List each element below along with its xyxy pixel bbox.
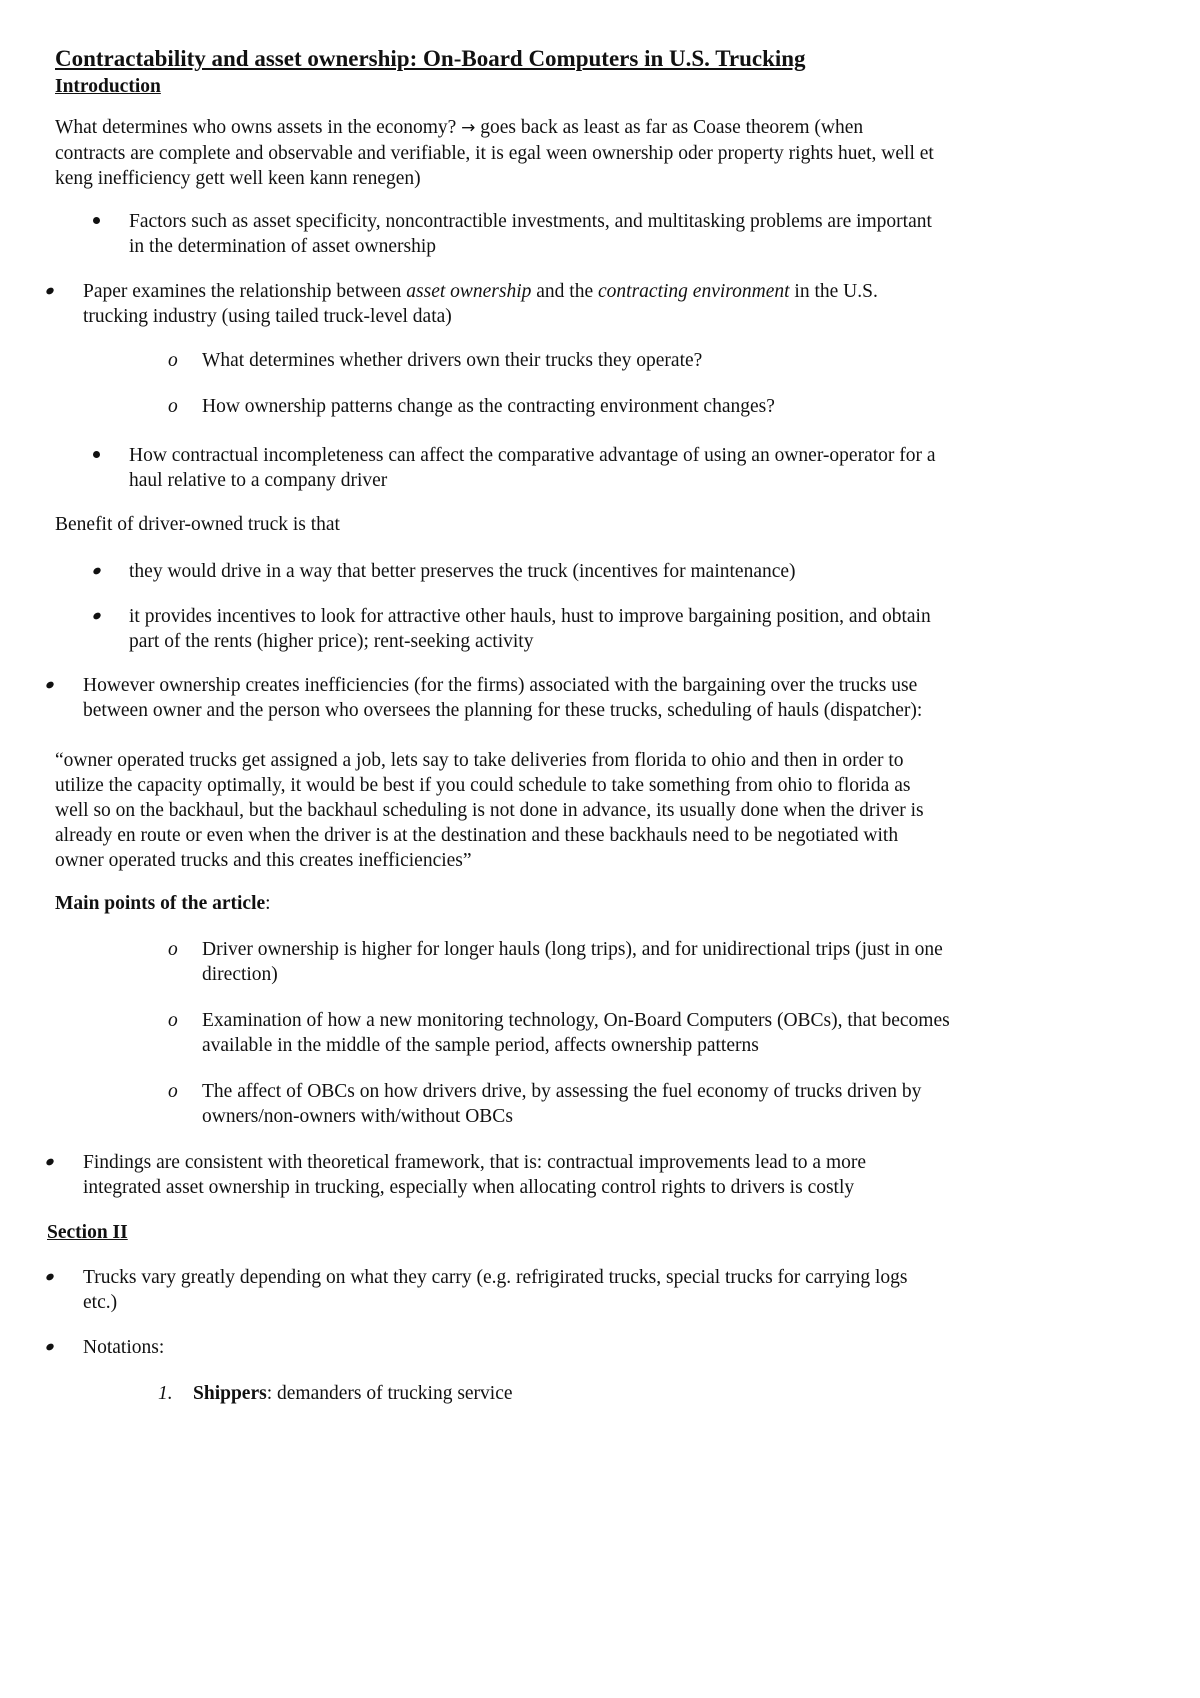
list-item-text: Factors such as asset specificity, noncontractible investments, and multitasking problems are important (129, 211, 932, 232)
section-heading-introduction: Introduction (55, 76, 161, 97)
definition-text: : demanders of trucking service (266, 1383, 513, 1404)
list-item-text: in the U.S. (789, 281, 878, 302)
bullet-icon (92, 566, 102, 576)
list-item-text: etc.) (83, 1292, 118, 1313)
sub-bullet-icon: o (168, 1010, 178, 1031)
list-item-text: How ownership patterns change as the contracting environment changes? (202, 396, 775, 417)
document-title: Contractability and asset ownership: On-Board Computers in U.S. Trucking (55, 46, 806, 71)
main-points-heading (55, 891, 1075, 916)
bullet-icon (93, 451, 100, 458)
list-item-text: Findings are consistent with theoretical framework, that is: contractual improvements lead to a more (83, 1152, 867, 1173)
bullet-icon (45, 1157, 55, 1167)
emphasis-text: contracting environment (598, 281, 790, 302)
list-item-text: between owner and the person who oversees the planning for these trucks, scheduling of hauls (dispatcher): (83, 700, 923, 721)
list-item-text: Driver ownership is higher for longer hauls (long trips), and for unidirectional trips (just in one (202, 939, 943, 960)
quote-line: owner operated trucks and this creates inefficiencies” (55, 850, 472, 871)
bullet-icon (45, 680, 55, 690)
item-number: 1. (158, 1383, 173, 1404)
list-item-text: Notations: (83, 1337, 165, 1358)
list-item-text: in the determination of asset ownership (129, 236, 437, 257)
quote-line: “owner operated trucks get assigned a job, lets say to take deliveries from florida to ohio and then in order to (55, 750, 904, 771)
list-item-text: they would drive in a way that better preserves the truck (incentives for maintenance) (129, 561, 796, 582)
bullet-icon (45, 286, 55, 296)
bullet-icon (93, 217, 100, 224)
arrow-icon: → (461, 118, 476, 138)
section-heading-section-ii: Section II (47, 1222, 128, 1243)
list-item-text: Paper examines the relationship between (83, 281, 407, 302)
list-item-text: owners/non-owners with/without OBCs (202, 1106, 513, 1127)
list-item-text: What determines whether drivers own their trucks they operate? (202, 350, 703, 371)
intro-text: What determines who owns assets in the economy? (55, 117, 462, 138)
intro-line: keng inefficiency gett well keen kann renegen) (55, 168, 421, 189)
main-points-heading-text: Main points of the article (55, 893, 266, 914)
quote-line: well so on the backhaul, but the backhaul scheduling is not done in advance, its usually done when the driver is (55, 800, 924, 821)
sub-bullet-icon: o (168, 1081, 178, 1102)
list-item-text: it provides incentives to look for attractive other hauls, hust to improve bargaining position, and obtain (129, 606, 931, 627)
quote-line: already en route or even when the driver is at the destination and these backhauls need to be negotiated with (55, 825, 899, 846)
list-item-text: Examination of how a new monitoring technology, On-Board Computers (OBCs), that becomes (202, 1010, 950, 1031)
list-item-text: available in the middle of the sample period, affects ownership patterns (202, 1035, 759, 1056)
list-item-text: direction) (202, 964, 278, 985)
list-item-text: trucking industry (using tailed truck-level data) (83, 306, 452, 327)
intro-paragraph (55, 115, 1075, 191)
sub-bullet-icon: o (168, 396, 178, 417)
quote-block (55, 748, 1075, 873)
sub-bullet-icon: o (168, 939, 178, 960)
bullet-icon (45, 1272, 55, 1282)
intro-text-cont: goes back as least as far as Coase theorem (when (475, 117, 864, 138)
quote-line: utilize the capacity optimally, it would be best if you could schedule to take something from ohio to florida as (55, 775, 911, 796)
sub-bullet-icon: o (168, 350, 178, 371)
colon: : (265, 893, 271, 914)
list-item-text: part of the rents (higher price); rent-seeking activity (129, 631, 534, 652)
term-text: Shippers (193, 1383, 267, 1404)
list-item-text: haul relative to a company driver (129, 470, 388, 491)
list-item-text: However ownership creates inefficiencies (for the firms) associated with the bargaining over the trucks use (83, 675, 918, 696)
bullet-icon (92, 611, 102, 621)
list-item-text: Trucks vary greatly depending on what they carry (e.g. refrigirated trucks, special trucks for carrying logs (83, 1267, 908, 1288)
list-item-text: and the (531, 281, 599, 302)
intro-line: contracts are complete and observable and verifiable, it is egal ween ownership oder property rights huet, well et (55, 143, 934, 164)
benefit-heading: Benefit of driver-owned truck is that (55, 514, 340, 535)
bullet-icon (45, 1342, 55, 1352)
list-item-text: How contractual incompleteness can affect the comparative advantage of using an owner-operator for a (129, 445, 936, 466)
emphasis-text: asset ownership (406, 281, 532, 302)
list-item-text: The affect of OBCs on how drivers drive, by assessing the fuel economy of trucks driven by (202, 1081, 922, 1102)
list-item-text: integrated asset ownership in trucking, especially when allocating control rights to drivers is costly (83, 1177, 855, 1198)
